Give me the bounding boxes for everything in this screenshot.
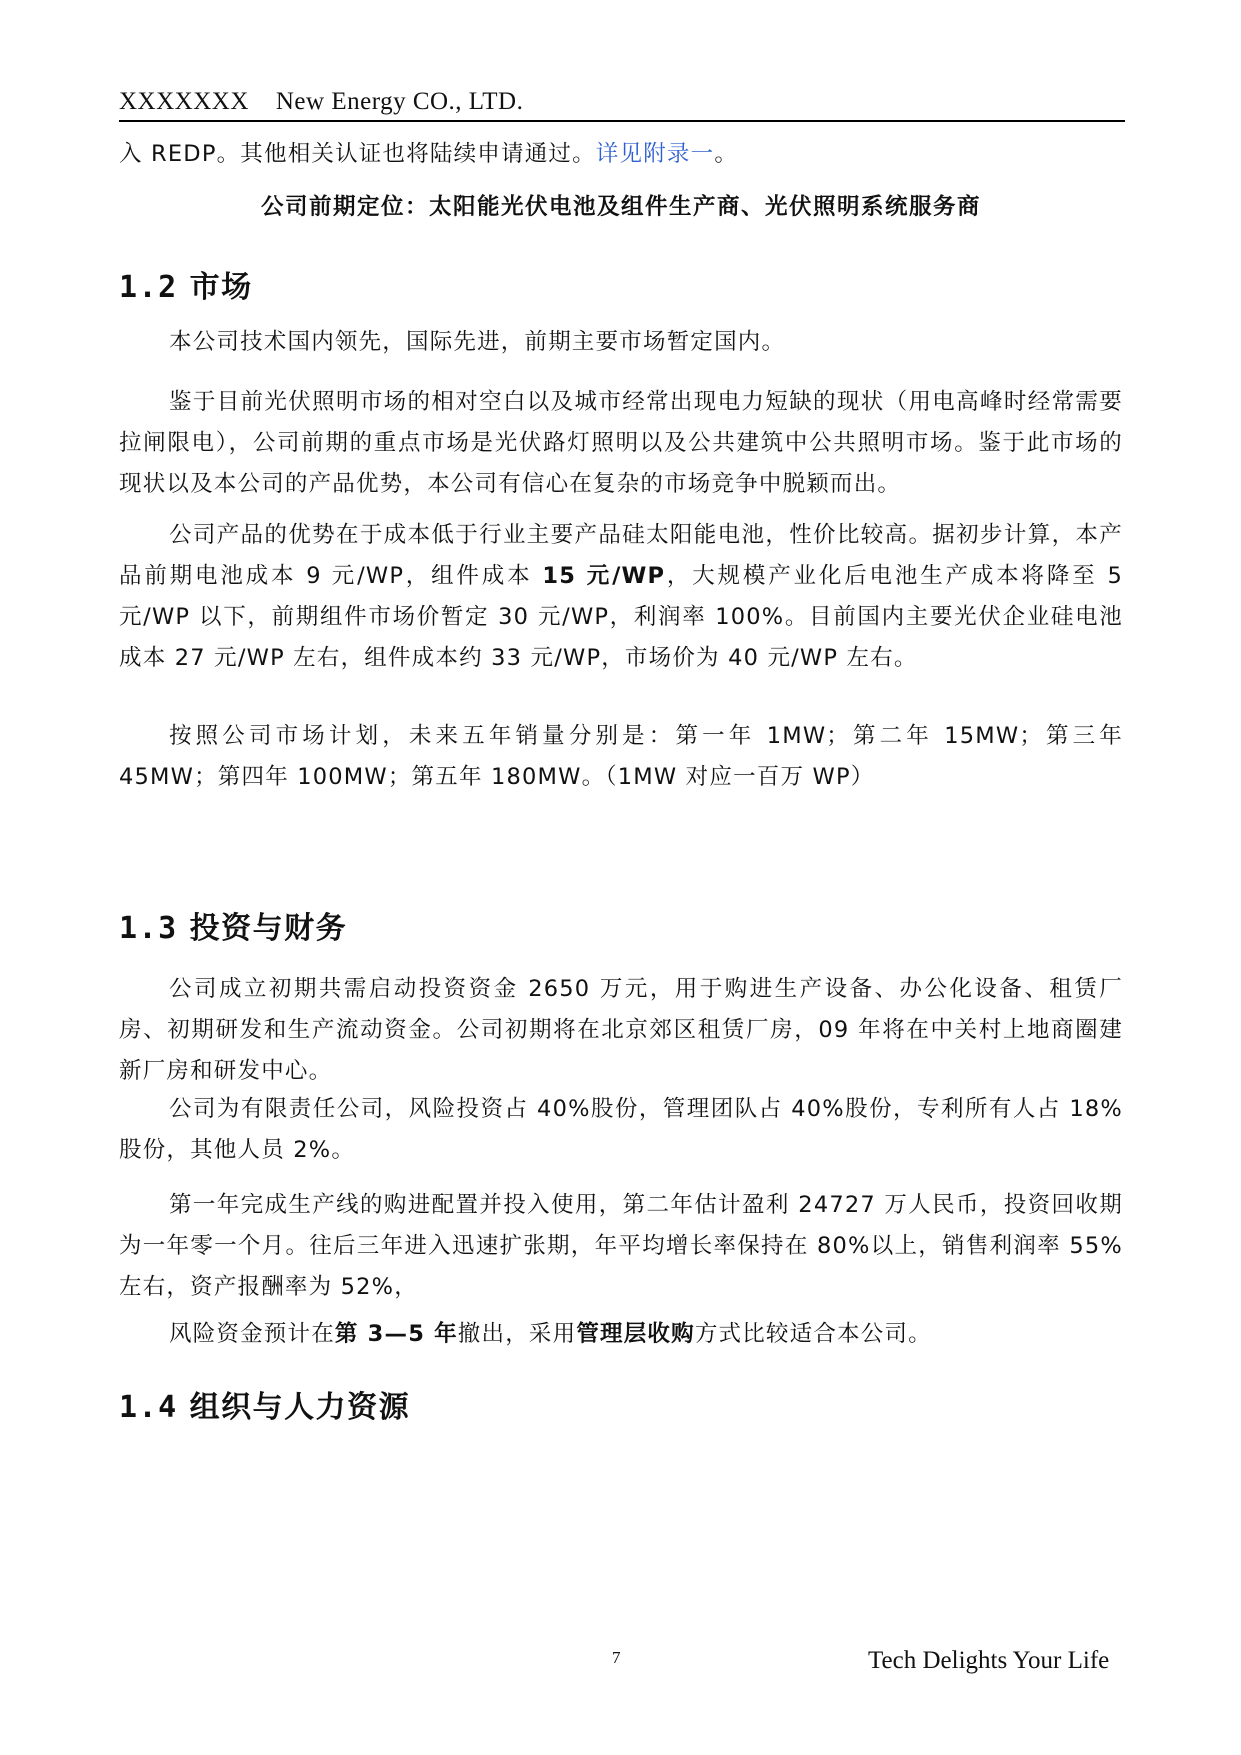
market-paragraph-2: 鉴于目前光伏照明市场的相对空白以及城市经常出现电力短缺的现状（用电高峰时经常需要拉闸限电），公司前期的重点市场是光伏路灯照明以及公共建筑中公共照明市场。鉴于此市场的现状以及本公司的产品优势，本公司有信心在复杂的市场竞争中脱颖而出。 (119, 389, 1123, 497)
market-paragraph-1: 本公司技术国内领先，国际先进，前期主要市场暂定国内。 (169, 329, 786, 355)
section-heading-org (119, 1382, 410, 1426)
finance-para4-text-b: 撤出，采用 (457, 1321, 577, 1347)
market-paragraph-3 (119, 515, 1123, 679)
company-positioning: 公司前期定位：太阳能光伏电池及组件生产商、光伏照明系统服务商 (260, 194, 981, 220)
market-para3-text-b: ，大规模产业化后电池生产成本将降至 5 元/WP 以下，前期组件市场价暂定 30 元/WP，利润率 100%。目前国内主要光伏企业硅电池成本 27 元/WP 左右，组件成本约 33 元/WP，市场价为 40 元/WP 左右。 (119, 563, 1124, 671)
market-paragraph-4: 按照公司市场计划，未来五年销量分别是：第一年 1MW；第二年 15MW；第三年 45MW；第四年 100MW；第五年 180MW。（1MW 对应一百万 WP） (119, 723, 1123, 790)
footer-slogan: Tech Delights Your Life (868, 1647, 1110, 1674)
section-number: 1.3 (119, 911, 178, 946)
finance-paragraph-4 (119, 1314, 1123, 1355)
intro-paragraph (119, 134, 1123, 175)
page-number: 7 (612, 1648, 621, 1667)
section-heading-market (119, 262, 253, 306)
finance-para4-bold-1: 第 3—5 年 (334, 1321, 458, 1347)
section-title: 组织与人力资源 (189, 1390, 411, 1425)
market-para3-text-a: 公司产品的优势在于成本低于行业主要产品硅太阳能电池，性价比较高。据初步计算，本产品前期电池成本 9 元/WP，组件成本 (119, 522, 1123, 589)
finance-para4-text-c: 方式比较适合本公司。 (694, 1321, 932, 1347)
intro-text: 入 REDP。其他相关认证也将陆续申请通过。 (119, 141, 596, 167)
section-heading-finance (119, 903, 347, 947)
section-number: 1.4 (119, 1390, 178, 1425)
section-title: 市场 (189, 270, 253, 305)
section-number: 1.2 (119, 270, 178, 305)
intro-end: 。 (714, 141, 739, 167)
finance-paragraph-2: 公司为有限责任公司，风险投资占 40%股份，管理团队占 40%股份，专利所有人占 18%股份，其他人员 2%。 (119, 1096, 1123, 1163)
section-title: 投资与财务 (189, 911, 348, 946)
market-para3-bold: 15 元/WP (542, 563, 666, 589)
finance-paragraph-1: 公司成立初期共需启动投资资金 2650 万元，用于购进生产设备、办公化设备、租赁厂房、初期研发和生产流动资金。公司初期将在北京郊区租赁厂房，09 年将在中关村上地商圈建新厂房和研发中心。 (119, 976, 1123, 1084)
finance-paragraph-3: 第一年完成生产线的购进配置并投入使用，第二年估计盈利 24727 万人民币，投资回收期为一年零一个月。往后三年进入迅速扩张期，年平均增长率保持在 80%以上，销售利润率 55%左右，资产报酬率为 52%， (119, 1192, 1123, 1300)
finance-para4-bold-2: 管理层收购 (576, 1321, 695, 1347)
appendix-link[interactable]: 详见附录一 (595, 141, 715, 167)
finance-para4-text-a: 风险资金预计在 (169, 1321, 335, 1347)
page-header (119, 88, 1125, 122)
header-company: XXXXXXX New Energy CO., LTD. (119, 88, 524, 115)
